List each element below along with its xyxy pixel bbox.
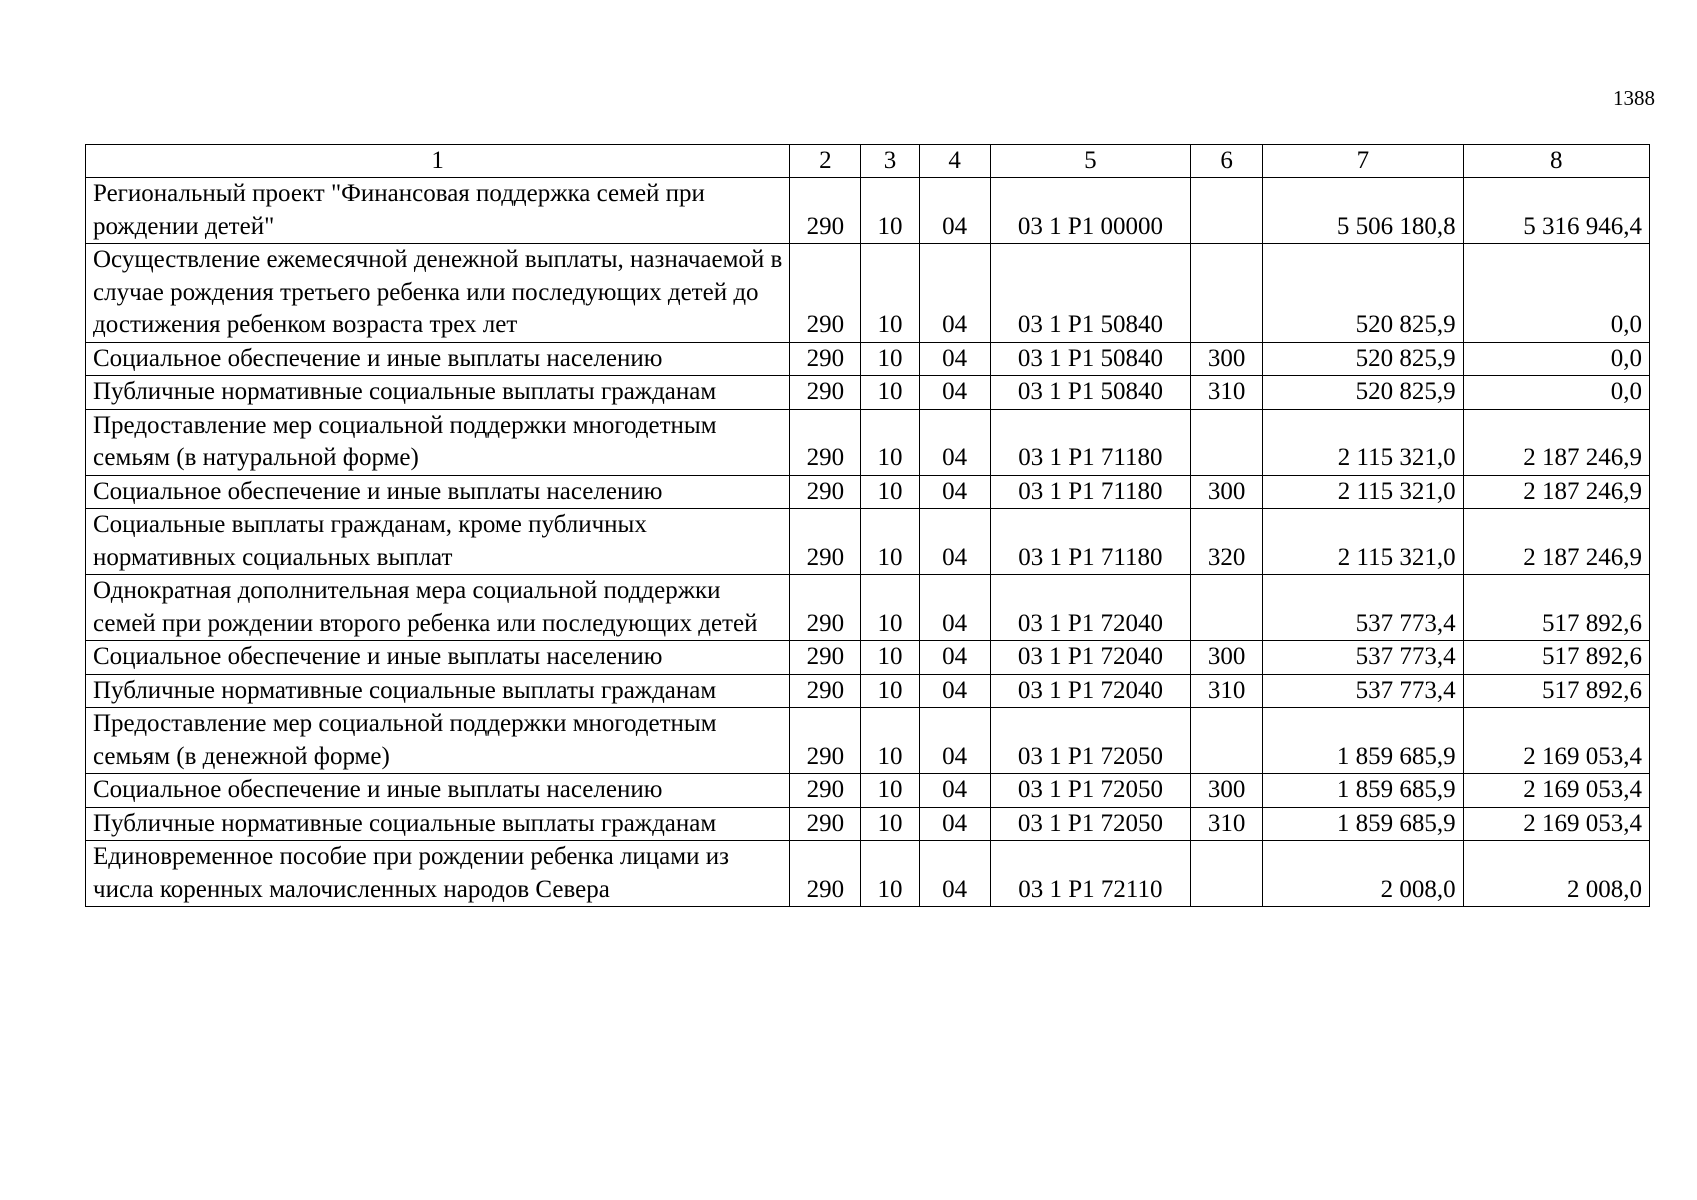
cell-c7: 537 773,4 — [1263, 674, 1463, 708]
cell-c2: 290 — [790, 376, 861, 410]
cell-c2: 290 — [790, 641, 861, 675]
row-name: Публичные нормативные социальные выплаты гражданам — [86, 674, 790, 708]
cell-c6 — [1191, 178, 1263, 244]
table-row — [86, 841, 1650, 907]
table-row — [86, 774, 1650, 808]
table-row — [86, 475, 1650, 509]
cell-c6: 300 — [1191, 774, 1263, 808]
page-number: 1388 — [1613, 86, 1655, 110]
cell-c8: 2 169 053,4 — [1463, 807, 1649, 841]
cell-c7: 537 773,4 — [1263, 575, 1463, 641]
row-name: Публичные нормативные социальные выплаты гражданам — [86, 376, 790, 410]
cell-c5: 03 1 P1 72050 — [990, 807, 1190, 841]
row-name: Региональный проект "Финансовая поддержка семей при рождении детей" — [86, 178, 790, 244]
cell-c8: 5 316 946,4 — [1463, 178, 1649, 244]
cell-c2: 290 — [790, 841, 861, 907]
cell-c3: 10 — [861, 409, 919, 475]
cell-c3: 10 — [861, 708, 919, 774]
cell-c2: 290 — [790, 575, 861, 641]
row-name: Предоставление мер социальной поддержки многодетным семьям (в натуральной форме) — [86, 409, 790, 475]
row-name: Единовременное пособие при рождении ребенка лицами из числа коренных малочисленных народов Севера — [86, 841, 790, 907]
table-row — [86, 244, 1650, 343]
cell-c3: 10 — [861, 509, 919, 575]
cell-c8: 0,0 — [1463, 376, 1649, 410]
row-name: Социальное обеспечение и иные выплаты населению — [86, 475, 790, 509]
cell-c2: 290 — [790, 475, 861, 509]
column-header: 2 — [790, 145, 861, 178]
cell-c3: 10 — [861, 575, 919, 641]
cell-c8: 2 187 246,9 — [1463, 475, 1649, 509]
table-row — [86, 342, 1650, 376]
cell-c6: 310 — [1191, 674, 1263, 708]
cell-c4: 04 — [919, 178, 990, 244]
row-name: Осуществление ежемесячной денежной выплаты, назначаемой в случае рождения третьего ребенка или последующих детей до достижения ребенком возраста трех лет — [86, 244, 790, 343]
column-header: 1 — [86, 145, 790, 178]
cell-c3: 10 — [861, 178, 919, 244]
cell-c2: 290 — [790, 807, 861, 841]
cell-c6: 300 — [1191, 475, 1263, 509]
cell-c8: 517 892,6 — [1463, 641, 1649, 675]
cell-c5: 03 1 P1 50840 — [990, 342, 1190, 376]
cell-c2: 290 — [790, 178, 861, 244]
table-row — [86, 509, 1650, 575]
table-row — [86, 641, 1650, 675]
cell-c4: 04 — [919, 674, 990, 708]
cell-c4: 04 — [919, 475, 990, 509]
cell-c4: 04 — [919, 509, 990, 575]
cell-c4: 04 — [919, 774, 990, 808]
cell-c4: 04 — [919, 409, 990, 475]
row-name: Социальное обеспечение и иные выплаты населению — [86, 641, 790, 675]
row-name: Публичные нормативные социальные выплаты гражданам — [86, 807, 790, 841]
row-name: Социальное обеспечение и иные выплаты населению — [86, 342, 790, 376]
cell-c5: 03 1 P1 50840 — [990, 244, 1190, 343]
cell-c8: 0,0 — [1463, 244, 1649, 343]
cell-c6 — [1191, 575, 1263, 641]
cell-c3: 10 — [861, 807, 919, 841]
cell-c4: 04 — [919, 841, 990, 907]
cell-c4: 04 — [919, 708, 990, 774]
column-header: 4 — [919, 145, 990, 178]
cell-c7: 2 115 321,0 — [1263, 409, 1463, 475]
cell-c3: 10 — [861, 774, 919, 808]
cell-c6 — [1191, 708, 1263, 774]
cell-c2: 290 — [790, 409, 861, 475]
cell-c5: 03 1 P1 71180 — [990, 475, 1190, 509]
cell-c6 — [1191, 841, 1263, 907]
cell-c7: 2 008,0 — [1263, 841, 1463, 907]
cell-c7: 2 115 321,0 — [1263, 509, 1463, 575]
row-name: Предоставление мер социальной поддержки многодетным семьям (в денежной форме) — [86, 708, 790, 774]
cell-c3: 10 — [861, 475, 919, 509]
cell-c3: 10 — [861, 342, 919, 376]
cell-c7: 520 825,9 — [1263, 376, 1463, 410]
cell-c5: 03 1 P1 72050 — [990, 774, 1190, 808]
cell-c6: 310 — [1191, 376, 1263, 410]
cell-c8: 2 169 053,4 — [1463, 774, 1649, 808]
table-row — [86, 708, 1650, 774]
column-header: 3 — [861, 145, 919, 178]
cell-c6 — [1191, 244, 1263, 343]
cell-c2: 290 — [790, 674, 861, 708]
cell-c3: 10 — [861, 244, 919, 343]
row-name: Социальные выплаты гражданам, кроме публичных нормативных социальных выплат — [86, 509, 790, 575]
cell-c5: 03 1 P1 00000 — [990, 178, 1190, 244]
cell-c4: 04 — [919, 641, 990, 675]
header-row — [86, 145, 1650, 178]
cell-c3: 10 — [861, 674, 919, 708]
cell-c5: 03 1 P1 50840 — [990, 376, 1190, 410]
cell-c7: 1 859 685,9 — [1263, 774, 1463, 808]
row-name: Социальное обеспечение и иные выплаты населению — [86, 774, 790, 808]
cell-c2: 290 — [790, 509, 861, 575]
cell-c8: 2 008,0 — [1463, 841, 1649, 907]
cell-c6: 310 — [1191, 807, 1263, 841]
budget-table — [85, 144, 1650, 907]
cell-c7: 1 859 685,9 — [1263, 708, 1463, 774]
cell-c8: 2 187 246,9 — [1463, 409, 1649, 475]
cell-c5: 03 1 P1 72040 — [990, 674, 1190, 708]
cell-c7: 520 825,9 — [1263, 342, 1463, 376]
cell-c6 — [1191, 409, 1263, 475]
cell-c7: 1 859 685,9 — [1263, 807, 1463, 841]
cell-c7: 5 506 180,8 — [1263, 178, 1463, 244]
column-header: 6 — [1191, 145, 1263, 178]
column-header: 7 — [1263, 145, 1463, 178]
cell-c4: 04 — [919, 575, 990, 641]
table-row — [86, 807, 1650, 841]
cell-c3: 10 — [861, 376, 919, 410]
column-header: 8 — [1463, 145, 1649, 178]
cell-c4: 04 — [919, 342, 990, 376]
cell-c7: 2 115 321,0 — [1263, 475, 1463, 509]
table-row — [86, 674, 1650, 708]
cell-c2: 290 — [790, 708, 861, 774]
cell-c8: 2 169 053,4 — [1463, 708, 1649, 774]
cell-c5: 03 1 P1 72050 — [990, 708, 1190, 774]
table-row — [86, 575, 1650, 641]
cell-c7: 537 773,4 — [1263, 641, 1463, 675]
cell-c6: 300 — [1191, 641, 1263, 675]
cell-c6: 300 — [1191, 342, 1263, 376]
table-row — [86, 409, 1650, 475]
cell-c2: 290 — [790, 774, 861, 808]
cell-c5: 03 1 P1 72040 — [990, 641, 1190, 675]
cell-c7: 520 825,9 — [1263, 244, 1463, 343]
cell-c4: 04 — [919, 807, 990, 841]
cell-c5: 03 1 P1 71180 — [990, 409, 1190, 475]
cell-c5: 03 1 P1 72110 — [990, 841, 1190, 907]
cell-c5: 03 1 P1 72040 — [990, 575, 1190, 641]
cell-c8: 0,0 — [1463, 342, 1649, 376]
cell-c5: 03 1 P1 71180 — [990, 509, 1190, 575]
row-name: Однократная дополнительная мера социальной поддержки семей при рождении второго ребенка или последующих детей — [86, 575, 790, 641]
table-row — [86, 178, 1650, 244]
cell-c2: 290 — [790, 244, 861, 343]
cell-c8: 517 892,6 — [1463, 674, 1649, 708]
cell-c4: 04 — [919, 244, 990, 343]
cell-c3: 10 — [861, 841, 919, 907]
table-row — [86, 376, 1650, 410]
cell-c6: 320 — [1191, 509, 1263, 575]
cell-c8: 2 187 246,9 — [1463, 509, 1649, 575]
cell-c3: 10 — [861, 641, 919, 675]
cell-c8: 517 892,6 — [1463, 575, 1649, 641]
cell-c2: 290 — [790, 342, 861, 376]
cell-c4: 04 — [919, 376, 990, 410]
column-header: 5 — [990, 145, 1190, 178]
